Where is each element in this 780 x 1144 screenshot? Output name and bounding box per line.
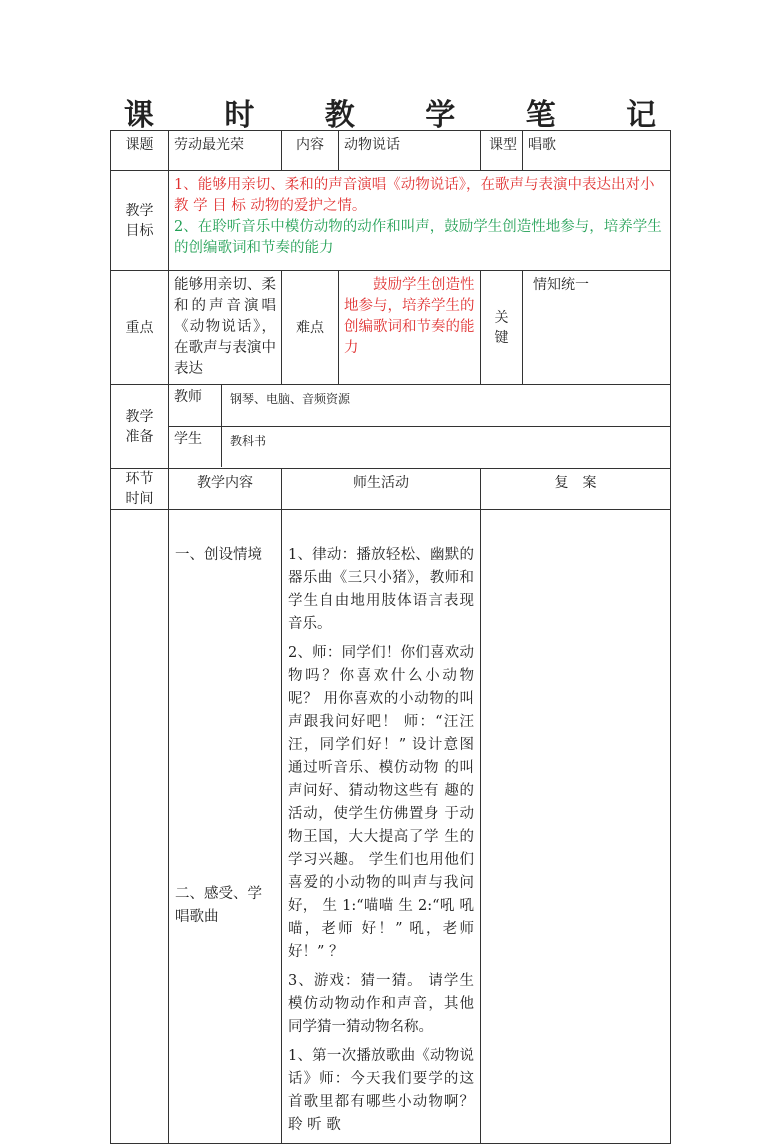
- section-2: 二、感受、学唱歌曲: [175, 886, 262, 925]
- student-label: 学生: [169, 426, 222, 467]
- review-header: 复 案: [481, 469, 671, 510]
- stage-header: 环节时间: [111, 469, 169, 510]
- page-title: 课 时 教 学 笔 记: [123, 98, 687, 133]
- activity-cell: [282, 510, 481, 1144]
- teacher-value: 钢琴、电脑、音频资源: [222, 385, 671, 426]
- preparation-label: 教学准备: [111, 385, 169, 469]
- lesson-table: [110, 130, 671, 1144]
- activity-header: 师生活动: [282, 469, 481, 510]
- stage-cell: [111, 510, 169, 1144]
- topic-value: 劳动最光荣: [169, 131, 282, 171]
- activity-2: 2、师：同学们！你们喜欢动物吗？你喜欢什么小动物呢？ 用你喜欢的小动物的叫声跟我问好吧！ 师：“汪汪 汪，同学们好！” 设计意图 通过听音乐、模仿动物 的叫声问好、猜动物这些有 趣的活动，使学生仿佛置身 于动物王国，大大提高了学 生的学习兴趣。 学生们也用他们喜爱的小动物的叫声与我问好， 生 1:“喵喵 生 2:“吼 吼 喵，老师 好！” 吼，老师好！” ？: [288, 645, 474, 960]
- difficulty-label: 难点: [282, 271, 339, 385]
- preparation-inner-table: [169, 385, 670, 467]
- content-value: 动物说话: [339, 131, 481, 171]
- lesson-type-label: 课型: [481, 131, 523, 171]
- key-points-value: 能够用亲切、柔和的声音演唱《动物说话》，在歌声与表演中表达: [169, 271, 282, 385]
- content-label: 内容: [282, 131, 339, 171]
- key-points-label: 重点: [111, 271, 169, 385]
- student-value: 教科书: [230, 433, 267, 448]
- difficulty-value: 鼓励学生创造性地参与，培养学生的创编歌词和节奏的能力: [339, 271, 481, 385]
- topic-label: 课题: [111, 131, 169, 171]
- teacher-label: 教师: [169, 385, 222, 426]
- activity-3: 3、游戏：猜一猜。 请学生模仿动物动作和声音，其他同学猜一猜动物名称。: [288, 973, 474, 1035]
- key-label: 关键: [481, 271, 523, 385]
- activity-1: 1、律动：播放轻松、幽默的器乐曲《三只小猪》，教师和 学生自由地用肢体语言表现音乐。: [288, 547, 474, 632]
- content-cell: [169, 510, 282, 1144]
- lesson-type-value: 唱歌: [523, 131, 671, 171]
- objective-2: 2、在聆听音乐中模仿动物的动作和叫声，鼓励学生创造性地参与，培养学生 的创编歌词和节奏的能力: [174, 219, 662, 256]
- section-1: 一、创设情境: [175, 547, 262, 563]
- objectives-label: 教学目标: [111, 171, 169, 271]
- key-value: 情知统一: [523, 271, 671, 385]
- objective-1: 1、能够用亲切、柔和的声音演唱《动物说话》，在歌声与表演中表达出对小 教 学 目 标 动物的爱护之情。: [174, 177, 655, 214]
- activity-4: 1、第一次播放歌曲《动物说话》师：今天我们要学的这首歌里都有哪些小动物啊？ 聆 听 歌: [288, 1048, 474, 1133]
- objectives-content: [169, 171, 671, 271]
- content-header: 教学内容: [169, 469, 282, 510]
- review-cell: [481, 510, 671, 1144]
- preparation-content: [169, 385, 671, 469]
